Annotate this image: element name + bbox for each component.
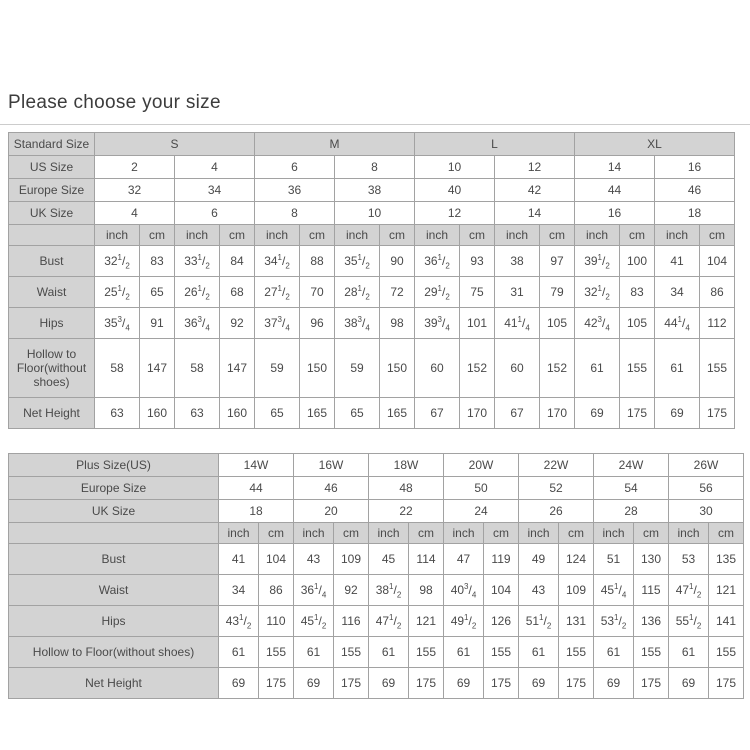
unit-header: cm bbox=[634, 523, 669, 544]
row-label: Plus Size(US) bbox=[9, 454, 219, 477]
measurement-cell-cm: 65 bbox=[140, 277, 175, 308]
size-cell: 46 bbox=[655, 179, 735, 202]
unit-header: cm bbox=[700, 225, 735, 246]
measurement-cell-cm: 155 bbox=[409, 637, 444, 668]
size-cell: 14W bbox=[219, 454, 294, 477]
size-group-header: XL bbox=[575, 133, 735, 156]
measurement-cell-inch: $32^1/_2$ bbox=[95, 246, 140, 277]
title-divider bbox=[0, 124, 750, 125]
measurement-cell-inch: $34^1/_2$ bbox=[255, 246, 300, 277]
unit-header: inch bbox=[255, 225, 300, 246]
measurement-cell-inch: $29^1/_2$ bbox=[415, 277, 460, 308]
measurement-cell-cm: 104 bbox=[484, 575, 519, 606]
measurement-cell-cm: 101 bbox=[460, 308, 495, 339]
measurement-cell-inch: 69 bbox=[219, 668, 259, 699]
measure-row bbox=[9, 606, 744, 637]
row-label: Waist bbox=[9, 277, 95, 308]
unit-header: inch bbox=[669, 523, 709, 544]
row-label: Waist bbox=[9, 575, 219, 606]
measurement-cell-inch: $47^1/_2$ bbox=[669, 575, 709, 606]
measurement-cell-cm: 98 bbox=[409, 575, 444, 606]
size-group-header: L bbox=[415, 133, 575, 156]
measurement-cell-cm: 96 bbox=[300, 308, 335, 339]
size-cell: 28 bbox=[594, 500, 669, 523]
unit-header: cm bbox=[334, 523, 369, 544]
row-label: Hips bbox=[9, 606, 219, 637]
measurement-cell-inch: 31 bbox=[495, 277, 540, 308]
size-cell: 10 bbox=[415, 156, 495, 179]
measurement-cell-inch: 61 bbox=[444, 637, 484, 668]
size-cell: 20 bbox=[294, 500, 369, 523]
corner-label: Standard Size bbox=[9, 133, 95, 156]
row-label: Hollow to Floor(without shoes) bbox=[9, 339, 95, 398]
measurement-cell-inch: $38^1/_2$ bbox=[369, 575, 409, 606]
size-cell: 22W bbox=[519, 454, 594, 477]
measurement-cell-cm: 175 bbox=[559, 668, 594, 699]
measurement-cell-cm: 175 bbox=[634, 668, 669, 699]
size-cell: 8 bbox=[335, 156, 415, 179]
measurement-cell-cm: 170 bbox=[460, 398, 495, 429]
measurement-cell-inch: 61 bbox=[369, 637, 409, 668]
size-cell: 8 bbox=[255, 202, 335, 225]
unit-header: inch bbox=[335, 225, 380, 246]
measurement-cell-inch: 69 bbox=[519, 668, 559, 699]
measurement-cell-inch: 61 bbox=[294, 637, 334, 668]
size-cell: 54 bbox=[594, 477, 669, 500]
standard-size-table bbox=[8, 132, 735, 429]
size-row bbox=[9, 202, 735, 225]
row-label: US Size bbox=[9, 156, 95, 179]
unit-header: cm bbox=[259, 523, 294, 544]
measurement-cell-cm: 84 bbox=[220, 246, 255, 277]
measurement-cell-inch: 51 bbox=[594, 544, 634, 575]
size-row bbox=[9, 454, 744, 477]
row-label: UK Size bbox=[9, 500, 219, 523]
measurement-cell-inch: $32^1/_2$ bbox=[575, 277, 620, 308]
measure-row bbox=[9, 637, 744, 668]
measurement-cell-inch: $53^1/_2$ bbox=[594, 606, 634, 637]
size-cell: 16W bbox=[294, 454, 369, 477]
measurement-cell-inch: 58 bbox=[175, 339, 220, 398]
size-cell: 48 bbox=[369, 477, 444, 500]
measurement-cell-cm: 170 bbox=[540, 398, 575, 429]
unit-header: inch bbox=[575, 225, 620, 246]
measurement-cell-cm: 116 bbox=[334, 606, 369, 637]
measurement-cell-cm: 155 bbox=[334, 637, 369, 668]
measurement-cell-cm: 155 bbox=[634, 637, 669, 668]
measurement-cell-inch: $25^1/_2$ bbox=[95, 277, 140, 308]
unit-header: cm bbox=[559, 523, 594, 544]
measurement-cell-inch: 41 bbox=[219, 544, 259, 575]
size-cell: 50 bbox=[444, 477, 519, 500]
row-label: Bust bbox=[9, 246, 95, 277]
measurement-cell-inch: $37^3/_4$ bbox=[255, 308, 300, 339]
unit-row bbox=[9, 523, 744, 544]
row-label: Hips bbox=[9, 308, 95, 339]
unit-header: inch bbox=[495, 225, 540, 246]
unit-header: inch bbox=[594, 523, 634, 544]
size-cell: 30 bbox=[669, 500, 744, 523]
measurement-cell-cm: 110 bbox=[259, 606, 294, 637]
measurement-cell-cm: 97 bbox=[540, 246, 575, 277]
measurement-cell-cm: 175 bbox=[484, 668, 519, 699]
unit-header: inch bbox=[415, 225, 460, 246]
measurement-cell-inch: $35^1/_2$ bbox=[335, 246, 380, 277]
size-cell: 34 bbox=[175, 179, 255, 202]
measurement-cell-inch: 65 bbox=[255, 398, 300, 429]
unit-header: inch bbox=[95, 225, 140, 246]
measurement-cell-inch: 63 bbox=[175, 398, 220, 429]
measurement-cell-inch: 60 bbox=[415, 339, 460, 398]
row-label: Net Height bbox=[9, 398, 95, 429]
measure-row bbox=[9, 398, 735, 429]
measurement-cell-inch: 69 bbox=[444, 668, 484, 699]
measurement-cell-inch: 69 bbox=[594, 668, 634, 699]
measurement-cell-cm: 155 bbox=[700, 339, 735, 398]
measurement-cell-cm: 86 bbox=[259, 575, 294, 606]
unit-header: cm bbox=[380, 225, 415, 246]
measurement-cell-inch: $55^1/_2$ bbox=[669, 606, 709, 637]
size-cell: 38 bbox=[335, 179, 415, 202]
measurement-cell-cm: 152 bbox=[540, 339, 575, 398]
size-cell: 46 bbox=[294, 477, 369, 500]
row-label: Europe Size bbox=[9, 179, 95, 202]
measure-row bbox=[9, 246, 735, 277]
measurement-cell-cm: 165 bbox=[380, 398, 415, 429]
size-row bbox=[9, 179, 735, 202]
measurement-cell-cm: 136 bbox=[634, 606, 669, 637]
measurement-cell-cm: 131 bbox=[559, 606, 594, 637]
measurement-cell-cm: 155 bbox=[484, 637, 519, 668]
measurement-cell-inch: 63 bbox=[95, 398, 140, 429]
size-cell: 6 bbox=[175, 202, 255, 225]
unit-header: inch bbox=[655, 225, 700, 246]
measure-row bbox=[9, 339, 735, 398]
size-cell: 18 bbox=[655, 202, 735, 225]
measurement-cell-inch: 59 bbox=[335, 339, 380, 398]
size-row bbox=[9, 500, 744, 523]
page-title: Please choose your size bbox=[8, 92, 221, 113]
measurement-cell-cm: 79 bbox=[540, 277, 575, 308]
measurement-cell-inch: $49^1/_2$ bbox=[444, 606, 484, 637]
measurement-cell-inch: 49 bbox=[519, 544, 559, 575]
measurement-cell-cm: 175 bbox=[409, 668, 444, 699]
row-label: UK Size bbox=[9, 202, 95, 225]
row-label: Net Height bbox=[9, 668, 219, 699]
measurement-cell-inch: 34 bbox=[219, 575, 259, 606]
size-cell: 56 bbox=[669, 477, 744, 500]
size-cell: 12 bbox=[415, 202, 495, 225]
measurement-cell-inch: 43 bbox=[519, 575, 559, 606]
size-cell: 10 bbox=[335, 202, 415, 225]
size-cell: 22 bbox=[369, 500, 444, 523]
size-cell: 20W bbox=[444, 454, 519, 477]
unit-header: cm bbox=[140, 225, 175, 246]
measurement-cell-cm: 175 bbox=[700, 398, 735, 429]
measurement-cell-cm: 105 bbox=[540, 308, 575, 339]
measurement-cell-cm: 175 bbox=[259, 668, 294, 699]
unit-header: cm bbox=[460, 225, 495, 246]
measurement-cell-cm: 147 bbox=[220, 339, 255, 398]
measurement-cell-inch: 61 bbox=[594, 637, 634, 668]
measurement-cell-inch: $28^1/_2$ bbox=[335, 277, 380, 308]
measurement-cell-cm: 135 bbox=[709, 544, 744, 575]
size-row bbox=[9, 156, 735, 179]
size-cell: 14 bbox=[575, 156, 655, 179]
measure-row bbox=[9, 544, 744, 575]
size-cell: 24 bbox=[444, 500, 519, 523]
measurement-cell-cm: 104 bbox=[259, 544, 294, 575]
measurement-cell-cm: 155 bbox=[620, 339, 655, 398]
size-group-header: S bbox=[95, 133, 255, 156]
measurement-cell-inch: 53 bbox=[669, 544, 709, 575]
measurement-cell-cm: 105 bbox=[620, 308, 655, 339]
unit-row bbox=[9, 225, 735, 246]
size-group-header: M bbox=[255, 133, 415, 156]
measurement-cell-inch: $33^1/_2$ bbox=[175, 246, 220, 277]
unit-header: inch bbox=[294, 523, 334, 544]
unit-header: inch bbox=[519, 523, 559, 544]
measurement-cell-cm: 175 bbox=[334, 668, 369, 699]
measurement-cell-inch: 69 bbox=[655, 398, 700, 429]
measurement-cell-inch: $35^3/_4$ bbox=[95, 308, 140, 339]
measurement-cell-inch: 41 bbox=[655, 246, 700, 277]
unit-header: cm bbox=[300, 225, 335, 246]
measurement-cell-inch: 38 bbox=[495, 246, 540, 277]
measurement-cell-cm: 175 bbox=[620, 398, 655, 429]
measurement-cell-cm: 83 bbox=[140, 246, 175, 277]
measurement-cell-cm: 160 bbox=[140, 398, 175, 429]
measure-row bbox=[9, 575, 744, 606]
measurement-cell-inch: 61 bbox=[575, 339, 620, 398]
unit-header: cm bbox=[709, 523, 744, 544]
size-cell: 18W bbox=[369, 454, 444, 477]
measurement-cell-inch: 69 bbox=[669, 668, 709, 699]
measurement-cell-inch: 45 bbox=[369, 544, 409, 575]
size-row bbox=[9, 477, 744, 500]
size-cell: 44 bbox=[219, 477, 294, 500]
size-cell: 36 bbox=[255, 179, 335, 202]
measurement-cell-inch: 59 bbox=[255, 339, 300, 398]
measurement-cell-cm: 90 bbox=[380, 246, 415, 277]
measurement-cell-cm: 160 bbox=[220, 398, 255, 429]
measurement-cell-cm: 75 bbox=[460, 277, 495, 308]
size-cell: 26W bbox=[669, 454, 744, 477]
measurement-cell-cm: 72 bbox=[380, 277, 415, 308]
measurement-cell-inch: $36^1/_2$ bbox=[415, 246, 460, 277]
size-cell: 16 bbox=[655, 156, 735, 179]
measurement-cell-inch: $43^1/_2$ bbox=[219, 606, 259, 637]
measurement-cell-inch: 60 bbox=[495, 339, 540, 398]
unit-header: cm bbox=[409, 523, 444, 544]
measurement-cell-inch: 43 bbox=[294, 544, 334, 575]
measure-row bbox=[9, 308, 735, 339]
measurement-cell-inch: $39^3/_4$ bbox=[415, 308, 460, 339]
size-cell: 14 bbox=[495, 202, 575, 225]
measurement-cell-inch: $27^1/_2$ bbox=[255, 277, 300, 308]
unit-header: cm bbox=[484, 523, 519, 544]
measurement-cell-cm: 70 bbox=[300, 277, 335, 308]
size-group-row bbox=[9, 133, 735, 156]
measurement-cell-inch: 69 bbox=[369, 668, 409, 699]
measurement-cell-cm: 93 bbox=[460, 246, 495, 277]
measurement-cell-inch: 69 bbox=[575, 398, 620, 429]
row-label: Bust bbox=[9, 544, 219, 575]
measurement-cell-inch: 61 bbox=[519, 637, 559, 668]
size-cell: 40 bbox=[415, 179, 495, 202]
measurement-cell-cm: 175 bbox=[709, 668, 744, 699]
measurement-cell-cm: 119 bbox=[484, 544, 519, 575]
measurement-cell-inch: $45^1/_2$ bbox=[294, 606, 334, 637]
unit-corner-blank bbox=[9, 225, 95, 246]
measurement-cell-cm: 155 bbox=[559, 637, 594, 668]
plus-size-table bbox=[8, 453, 744, 699]
unit-corner-blank bbox=[9, 523, 219, 544]
measurement-cell-cm: 147 bbox=[140, 339, 175, 398]
measurement-cell-inch: 67 bbox=[495, 398, 540, 429]
unit-header: cm bbox=[220, 225, 255, 246]
size-cell: 32 bbox=[95, 179, 175, 202]
measurement-cell-inch: $51^1/_2$ bbox=[519, 606, 559, 637]
row-label: Europe Size bbox=[9, 477, 219, 500]
measurement-cell-inch: 61 bbox=[219, 637, 259, 668]
measurement-cell-cm: 92 bbox=[334, 575, 369, 606]
measurement-cell-cm: 91 bbox=[140, 308, 175, 339]
measurement-cell-inch: $47^1/_2$ bbox=[369, 606, 409, 637]
measurement-cell-inch: 65 bbox=[335, 398, 380, 429]
measurement-cell-cm: 126 bbox=[484, 606, 519, 637]
measurement-cell-cm: 92 bbox=[220, 308, 255, 339]
measurement-cell-cm: 109 bbox=[334, 544, 369, 575]
measurement-cell-cm: 115 bbox=[634, 575, 669, 606]
size-cell: 44 bbox=[575, 179, 655, 202]
measurement-cell-cm: 150 bbox=[380, 339, 415, 398]
measurement-cell-cm: 130 bbox=[634, 544, 669, 575]
size-cell: 6 bbox=[255, 156, 335, 179]
measurement-cell-inch: $26^1/_2$ bbox=[175, 277, 220, 308]
measurement-cell-cm: 124 bbox=[559, 544, 594, 575]
unit-header: cm bbox=[540, 225, 575, 246]
measurement-cell-cm: 109 bbox=[559, 575, 594, 606]
measurement-cell-cm: 98 bbox=[380, 308, 415, 339]
measurement-cell-inch: 69 bbox=[294, 668, 334, 699]
size-cell: 12 bbox=[495, 156, 575, 179]
measurement-cell-inch: 61 bbox=[669, 637, 709, 668]
measurement-cell-inch: $44^1/_4$ bbox=[655, 308, 700, 339]
measurement-cell-inch: 47 bbox=[444, 544, 484, 575]
row-label: Hollow to Floor(without shoes) bbox=[9, 637, 219, 668]
measurement-cell-cm: 155 bbox=[259, 637, 294, 668]
measure-row bbox=[9, 668, 744, 699]
unit-header: cm bbox=[620, 225, 655, 246]
measurement-cell-cm: 155 bbox=[709, 637, 744, 668]
measurement-cell-cm: 114 bbox=[409, 544, 444, 575]
measurement-cell-cm: 104 bbox=[700, 246, 735, 277]
size-cell: 18 bbox=[219, 500, 294, 523]
measurement-cell-cm: 86 bbox=[700, 277, 735, 308]
unit-header: inch bbox=[444, 523, 484, 544]
measurement-cell-inch: $45^1/_4$ bbox=[594, 575, 634, 606]
size-cell: 24W bbox=[594, 454, 669, 477]
measurement-cell-inch: $41^1/_4$ bbox=[495, 308, 540, 339]
size-cell: 4 bbox=[95, 202, 175, 225]
measurement-cell-inch: $36^3/_4$ bbox=[175, 308, 220, 339]
measurement-cell-cm: 112 bbox=[700, 308, 735, 339]
unit-header: inch bbox=[369, 523, 409, 544]
measurement-cell-cm: 100 bbox=[620, 246, 655, 277]
size-cell: 4 bbox=[175, 156, 255, 179]
measurement-cell-cm: 68 bbox=[220, 277, 255, 308]
measurement-cell-inch: $39^1/_2$ bbox=[575, 246, 620, 277]
measurement-cell-inch: 34 bbox=[655, 277, 700, 308]
measurement-cell-cm: 83 bbox=[620, 277, 655, 308]
measurement-cell-inch: $38^3/_4$ bbox=[335, 308, 380, 339]
measurement-cell-cm: 121 bbox=[409, 606, 444, 637]
measurement-cell-cm: 141 bbox=[709, 606, 744, 637]
measurement-cell-cm: 152 bbox=[460, 339, 495, 398]
measurement-cell-inch: $42^3/_4$ bbox=[575, 308, 620, 339]
size-cell: 16 bbox=[575, 202, 655, 225]
unit-header: inch bbox=[219, 523, 259, 544]
measurement-cell-inch: 61 bbox=[655, 339, 700, 398]
measurement-cell-inch: $36^1/_4$ bbox=[294, 575, 334, 606]
measurement-cell-cm: 165 bbox=[300, 398, 335, 429]
size-cell: 42 bbox=[495, 179, 575, 202]
measurement-cell-cm: 88 bbox=[300, 246, 335, 277]
measurement-cell-inch: 58 bbox=[95, 339, 140, 398]
measure-row bbox=[9, 277, 735, 308]
size-cell: 52 bbox=[519, 477, 594, 500]
unit-header: inch bbox=[175, 225, 220, 246]
size-cell: 26 bbox=[519, 500, 594, 523]
measurement-cell-cm: 121 bbox=[709, 575, 744, 606]
measurement-cell-cm: 150 bbox=[300, 339, 335, 398]
measurement-cell-inch: 67 bbox=[415, 398, 460, 429]
size-cell: 2 bbox=[95, 156, 175, 179]
measurement-cell-inch: $40^3/_4$ bbox=[444, 575, 484, 606]
